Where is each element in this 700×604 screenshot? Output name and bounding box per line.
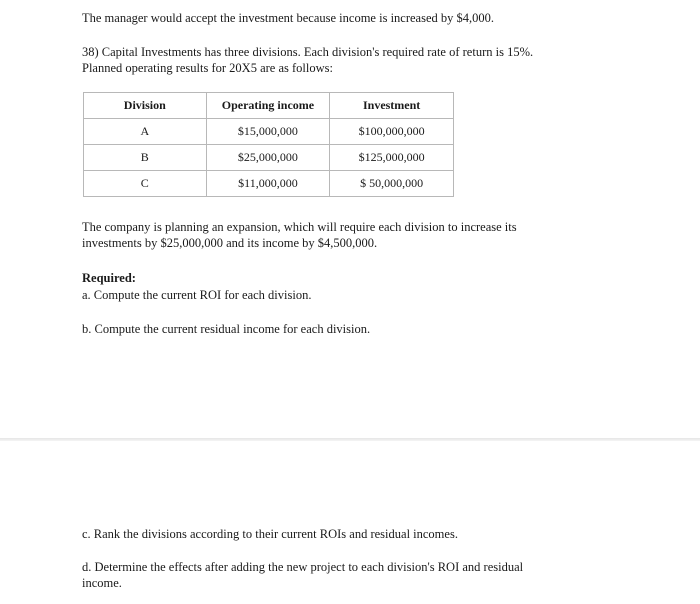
division-cell: C	[84, 171, 207, 197]
header-division: Division	[84, 93, 207, 119]
operating-income-cell: $25,000,000	[206, 145, 330, 171]
question-line-2: Planned operating results for 20X5 are as follows:	[82, 61, 333, 75]
required-item-d-line-1: d. Determine the effects after adding the new project to each division's ROI and residual	[82, 560, 524, 574]
required-item-a: a. Compute the current ROI for each division.	[82, 288, 312, 302]
division-cell: A	[84, 119, 207, 145]
table-row	[84, 145, 454, 171]
operating-income-cell: $11,000,000	[206, 171, 330, 197]
investment-cell: $ 50,000,000	[330, 171, 454, 197]
header-operating-income: Operating income	[206, 93, 330, 119]
investment-cell: $125,000,000	[330, 145, 454, 171]
required-item-d-line-2: income.	[82, 576, 122, 590]
investment-cell: $100,000,000	[330, 119, 454, 145]
table-row	[84, 119, 454, 145]
table-header-row	[84, 93, 454, 119]
header-investment: Investment	[330, 93, 454, 119]
page-divider	[0, 438, 700, 441]
division-results-table	[83, 92, 454, 197]
required-item-b: b. Compute the current residual income for each division.	[82, 322, 371, 336]
table-row	[84, 171, 454, 197]
operating-income-cell: $15,000,000	[206, 119, 330, 145]
question-line-1: 38) Capital Investments has three divisions. Each division's required rate of return is 15%.	[82, 45, 534, 59]
division-cell: B	[84, 145, 207, 171]
expansion-line-2: investments by $25,000,000 and its income by $4,500,000.	[82, 236, 378, 250]
intro-sentence: The manager would accept the investment because income is increased by $4,000.	[82, 11, 495, 25]
required-item-c: c. Rank the divisions according to their current ROIs and residual incomes.	[82, 527, 458, 541]
required-heading: Required:	[82, 271, 136, 285]
expansion-line-1: The company is planning an expansion, which will require each division to increase its	[82, 220, 517, 234]
